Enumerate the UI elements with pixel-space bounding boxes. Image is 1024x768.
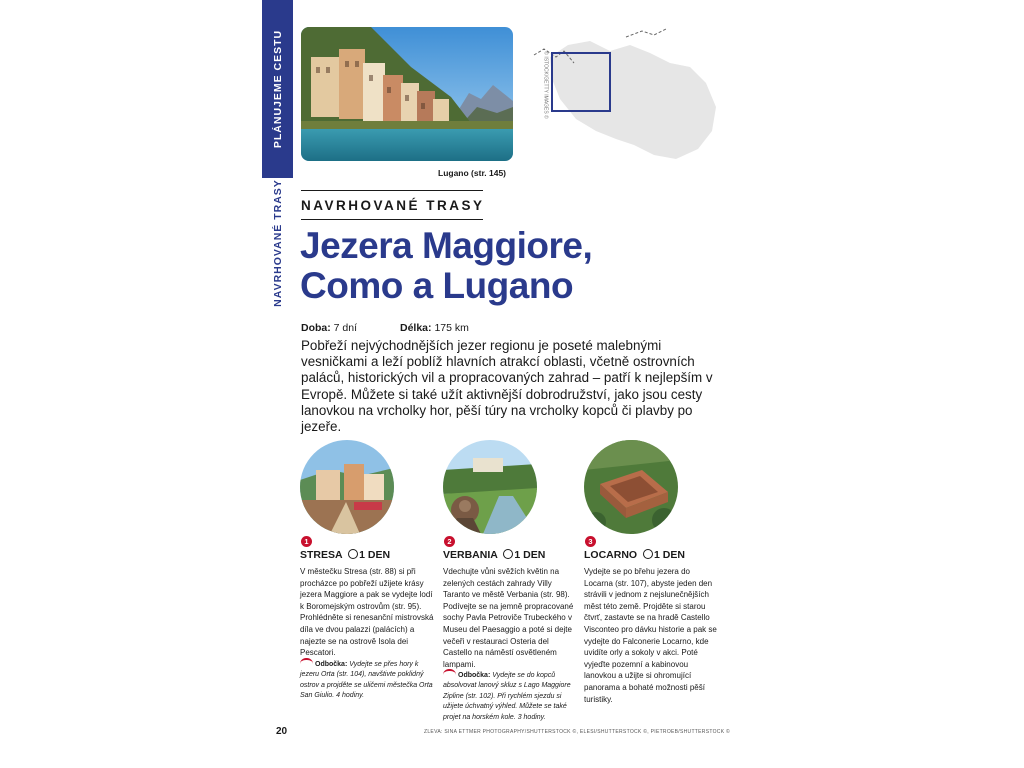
- length: [400, 322, 469, 334]
- stop-text: Vdechujte vůni svěžích květin na zelených cestách zahrady Villy Taranto ve městě Verbania (str. 98). Podívejte se na jemně propracované sochy Pavla Petroviče Trubeckého v Museu del Paesaggio a poté si dejte večeři v restauraci Osteria del Castello na náměstí osvětleném lampami.: [443, 567, 574, 669]
- stop-name: VERBANIA: [443, 549, 498, 561]
- length-label: Délka:: [400, 322, 432, 334]
- duration: [301, 322, 357, 334]
- stop-duration: 1 DEN: [654, 549, 685, 561]
- chapter-tab: [262, 178, 293, 308]
- stop-locarno: [584, 440, 719, 704]
- detour: [300, 658, 436, 702]
- stop-verbania: [443, 440, 578, 721]
- clock-icon: [503, 549, 513, 559]
- lugano-photo: [301, 27, 513, 161]
- locator-map: [530, 27, 720, 167]
- stop-text: V městečku Stresa (str. 88) si při procházce po pobřeží užijete krásy jezera Maggiore a pak se vydejte lodí k Boromejským ostrovům (str. 95). Prohlédněte si renesanční mistrovská díla ve dvou palazzi (palácích) a najezte se na ostrově Isola dei Pescatori.: [300, 567, 434, 658]
- sidebar: [262, 0, 293, 768]
- stop-number: 2: [444, 536, 455, 547]
- photo-credits: ZLEVA: SINA ETTMER PHOTOGRAPHY/SHUTTERSTOCK ©, ELESI/SHUTTERSTOCK ©, PIETROEB/SHUTTERSTOCK ©: [424, 729, 731, 735]
- kicker-rule-top: [301, 190, 483, 191]
- clock-icon: [348, 549, 358, 559]
- chapter-label: NAVRHOVANÉ TRASY: [271, 179, 284, 307]
- stop-number: 1: [301, 536, 312, 547]
- title-line-1: Jezera Maggiore,: [300, 225, 593, 266]
- stop-heading: [443, 549, 545, 561]
- photo-credit: © ISTOCK/GETTY IMAGES ©: [542, 51, 549, 119]
- stop-heading: [584, 549, 685, 561]
- stop-duration: 1 DEN: [359, 549, 391, 561]
- detour-label: Odbočka:: [458, 672, 491, 679]
- page-title: [300, 226, 592, 306]
- section-tab: [262, 0, 293, 178]
- stop-duration: 1 DEN: [514, 549, 546, 561]
- car-icon: [300, 658, 313, 666]
- title-line-2: Como a Lugano: [300, 265, 574, 306]
- locarno-photo: [584, 440, 678, 534]
- stop-name: STRESA: [300, 549, 343, 561]
- stop-heading: [300, 549, 390, 561]
- stresa-photo: [300, 440, 394, 534]
- stop-number: 3: [585, 536, 596, 547]
- stop-text: Vydejte se po břehu jezera do Locarna (str. 107), abyste jeden den strávili v jednom z nejslunečnějších měst této země. Projděte si starou čtvrť, zastavte se na hradě Castello Visconteo pro dávku historie a pak se vydejte do Falconerie Locarno, kde uvidíte orly a sokoly v akci. Poté vyjeďte pozemní a kabinovou lanovkou a užijte si ohromující panorama a bohaté možnosti pěší turistiky.: [584, 567, 717, 704]
- stop-stresa: [300, 440, 435, 700]
- detour-label: Odbočka:: [315, 661, 348, 668]
- page-number: 20: [276, 726, 288, 737]
- section-label: PLÁNUJEME CESTU: [271, 29, 284, 149]
- duration-value: 7 dní: [333, 322, 358, 334]
- detour-text: Vydejte se přes hory k jezeru Orta (str. 104), navštivte poklidný ostrov a projděte se uličemi městečka Orta San Giulio. 4 hodiny.: [300, 661, 433, 700]
- kicker-rule-bottom: [301, 219, 483, 220]
- verbania-photo: [443, 440, 537, 534]
- detour: [443, 669, 579, 723]
- duration-label: Doba:: [301, 322, 331, 334]
- photo-caption: Lugano (str. 145): [438, 168, 507, 178]
- stop-name: LOCARNO: [584, 549, 638, 561]
- clock-icon: [643, 549, 653, 559]
- lead-paragraph: Pobřeží nejvýchodnějších jezer regionu je poseté malebnými vesničkami a leží poblíž hlavních atrakcí oblasti, včetně ostrovních paláců, historických vil a propracovaných zahrad – patří k nejlepším v Evropě. Můžete si také užít aktivnější dobrodružství, jako jsou cesty lanovkou na vrcholky hor, pěší túry na vrcholky kopců či plavby po jezeře.: [301, 338, 713, 435]
- kicker: NAVRHOVANÉ TRASY: [301, 198, 485, 213]
- detour-text: Vydejte se do kopců absolvovat lanový skluz s Lago Maggiore Zipline (str. 102). Při rychlém sjezdu si užijete úchvatný výhled. Můžete se také projet na horském kole. 3 hodiny.: [443, 672, 571, 721]
- length-value: 175 km: [434, 322, 469, 334]
- car-icon: [443, 669, 456, 677]
